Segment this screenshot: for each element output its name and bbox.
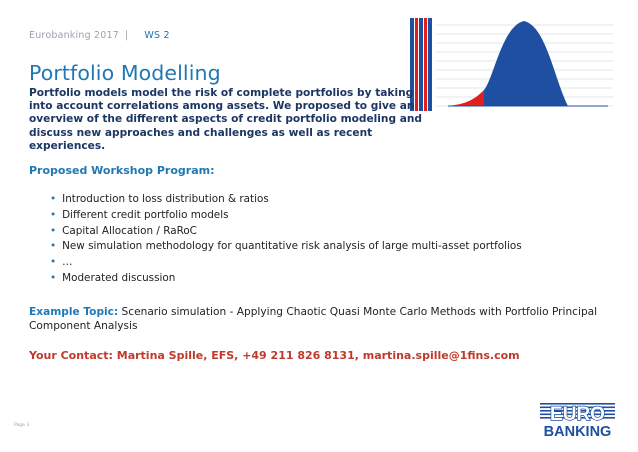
logo-line1: EURO (550, 404, 605, 425)
slide-header (29, 30, 170, 41)
bullet-icon: • (50, 224, 57, 237)
list-item (50, 192, 522, 208)
bullet-icon: • (50, 193, 57, 205)
list-item (50, 239, 522, 255)
bullet-icon: • (50, 208, 57, 221)
page-title: Portfolio Modelling (29, 61, 221, 85)
header-separator: | (125, 30, 129, 41)
list-item-text: Moderated discussion (62, 271, 176, 284)
program-list (50, 192, 522, 287)
program-heading: Proposed Workshop Program: (29, 164, 215, 177)
page-number: Page 3 (14, 423, 30, 428)
eurobanking-logo (540, 401, 615, 439)
example-text: Scenario simulation - Applying Chaotic Quasi Monte Carlo Methods with Portfolio Principal Component Analysis (29, 306, 598, 332)
logo-line2: BANKING (543, 424, 612, 439)
example-label: Example Topic: (29, 306, 119, 318)
list-item (50, 255, 522, 271)
list-item (50, 271, 522, 287)
list-item (50, 224, 522, 240)
intro-paragraph: Portfolio models model the risk of complete portfolios by taking into account correlations among assets. We proposed to give an overview of the different aspects of credit portfolio modeling and discuss new approaches and challenges as well as recent experiences. (29, 87, 423, 152)
list-item (50, 208, 522, 224)
example-topic (29, 306, 619, 333)
bullet-icon: • (50, 256, 57, 269)
contact-line: Your Contact: Martina Spille, EFS, +49 211 826 8131, martina.spille@1fins.com (29, 349, 520, 362)
bullet-icon: • (50, 271, 57, 284)
list-item-text: … (62, 256, 73, 269)
loss-distribution-graphic (408, 18, 613, 111)
event-name: Eurobanking 2017 (29, 30, 119, 41)
list-item-text: New simulation methodology for quantitative risk analysis of large multi-asset portfolios (62, 240, 522, 253)
list-item-text: Introduction to loss distribution & ratios (62, 193, 269, 205)
list-item-text: Capital Allocation / RaRoC (62, 224, 197, 237)
session-label: WS 2 (144, 30, 170, 41)
list-item-text: Different credit portfolio models (62, 208, 229, 221)
bullet-icon: • (50, 240, 57, 253)
